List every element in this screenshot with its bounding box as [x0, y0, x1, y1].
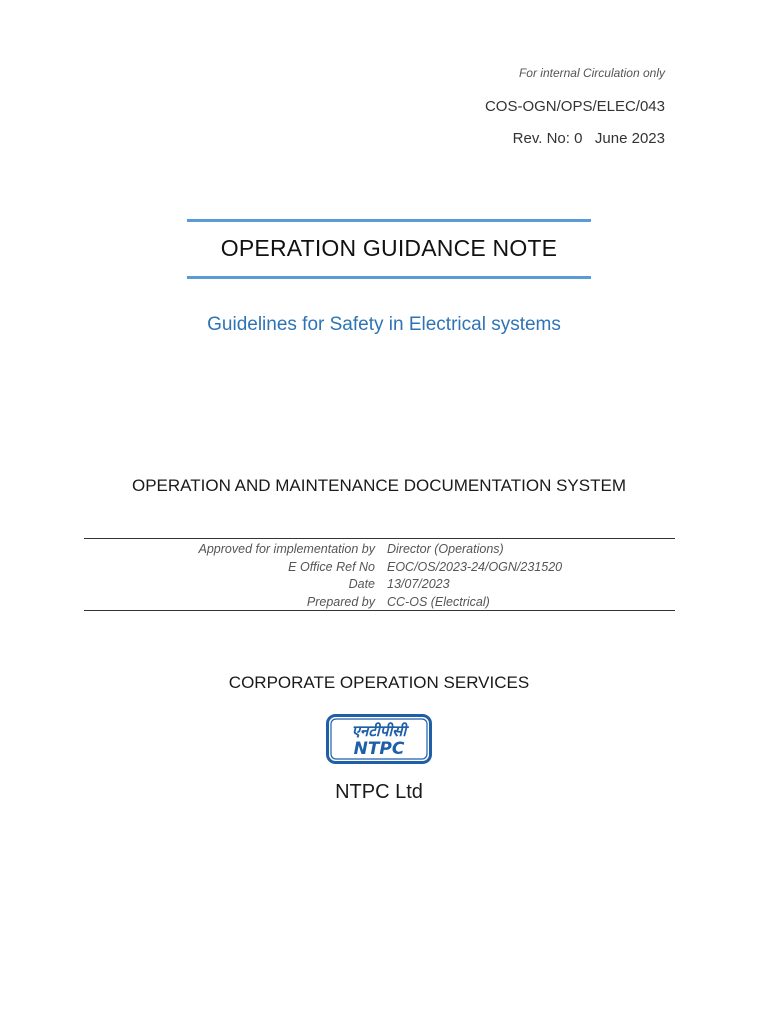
revision-line: Rev. No: 0 June 2023: [512, 130, 665, 147]
approval-label: Date: [348, 577, 375, 591]
document-subtitle: Guidelines for Safety in Electrical systems: [207, 314, 561, 335]
system-name: OPERATION AND MAINTENANCE DOCUMENTATION SYSTEM: [132, 476, 626, 495]
approval-row: [84, 576, 562, 594]
approval-value: CC-OS (Electrical): [387, 594, 490, 609]
approval-label: Approved for implementation by: [198, 542, 375, 556]
approval-value: 13/07/2023: [387, 577, 450, 591]
approval-value: EOC/OS/2023-24/OGN/231520: [387, 559, 563, 574]
document-code: COS-OGN/OPS/ELEC/043: [484, 98, 665, 115]
company-name: NTPC Ltd: [335, 781, 423, 803]
approval-value: Director (Operations): [387, 542, 504, 556]
title-bottom-rule: [187, 276, 591, 279]
approval-label: E Office Ref No: [288, 559, 375, 574]
approval-row: [84, 559, 562, 577]
approval-row: [84, 594, 562, 612]
ntpc-logo: [326, 714, 432, 764]
title-top-rule: [187, 219, 591, 222]
approval-block: [84, 538, 675, 611]
department-name: CORPORATE OPERATION SERVICES: [228, 673, 530, 692]
logo-ntpc-text: NTPC: [353, 739, 405, 759]
circulation-note: For internal Circulation only: [518, 66, 665, 80]
logo-hindi-text: एनटीपीसी: [351, 722, 407, 740]
title-block: [187, 219, 591, 279]
approval-table: [84, 541, 562, 611]
document-title: OPERATION GUIDANCE NOTE: [220, 235, 558, 261]
approval-row: [84, 541, 562, 559]
approval-label: Prepared by: [306, 594, 375, 609]
